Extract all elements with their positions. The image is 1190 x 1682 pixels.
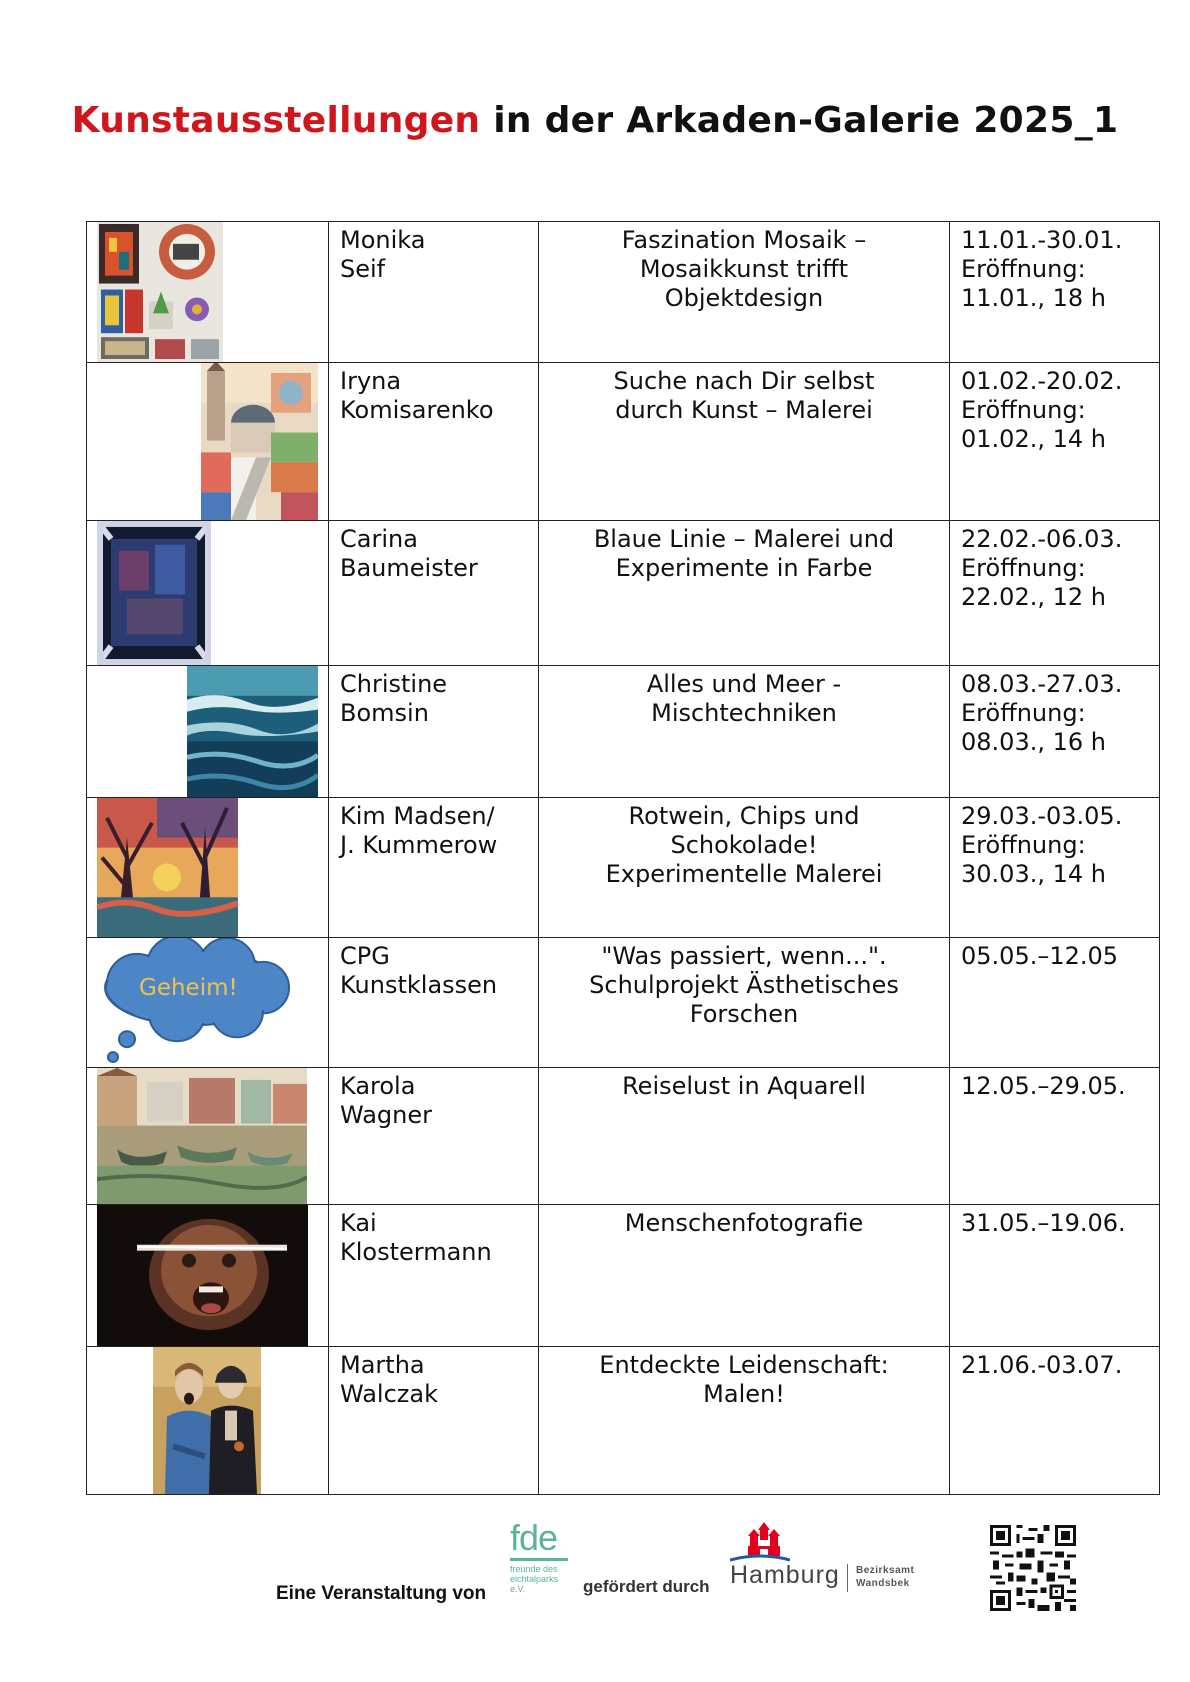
artist-name-line: Kunstklassen <box>340 971 498 999</box>
artwork-thumbnail-cell <box>87 363 329 521</box>
hamburg-logo <box>730 1520 930 1600</box>
title-line: Schulprojekt Ästhetisches <box>589 971 899 999</box>
boats-watercolor-image <box>97 1068 307 1204</box>
title-line: Experimente in Farbe <box>615 554 873 582</box>
cloud-text: Geheim! <box>139 975 238 1001</box>
page-title <box>0 100 1190 141</box>
two-figures-image <box>153 1347 261 1494</box>
fde-subtitle-line: eichtalparks <box>510 1574 559 1584</box>
sea-painting-image <box>187 666 318 797</box>
title-line: Rotwein, Chips und <box>628 802 860 830</box>
table-row <box>87 363 1160 521</box>
artwork-thumbnail-cell <box>87 1205 329 1347</box>
title-line: Blaue Linie – Malerei und <box>593 525 895 553</box>
sponsor-label: gefördert durch <box>583 1577 710 1596</box>
exhibition-title-cell <box>539 363 950 521</box>
title-line: Malen! <box>703 1380 785 1408</box>
date-cell <box>950 521 1160 666</box>
table-row <box>87 1347 1160 1495</box>
artist-cell <box>329 938 539 1068</box>
artist-name-line: Christine <box>340 670 448 698</box>
date-line: 29.03.-03.05. <box>961 802 1123 830</box>
date-line: 11.01., 18 h <box>961 284 1106 312</box>
artwork-thumbnail-cell <box>87 521 329 666</box>
date-line: 08.03., 16 h <box>961 728 1106 756</box>
title-rest: in der Arkaden-Galerie 2025_1 <box>480 100 1119 141</box>
date-line: Eröffnung: <box>961 396 1086 424</box>
date-line: 12.05.–29.05. <box>961 1072 1126 1100</box>
date-line: 31.05.–19.06. <box>961 1209 1126 1237</box>
title-line: "Was passiert, wenn...". <box>601 942 887 970</box>
fde-logo-bar <box>510 1558 568 1561</box>
date-cell <box>950 798 1160 938</box>
table-row <box>87 1068 1160 1205</box>
date-cell <box>950 1347 1160 1495</box>
hamburg-divider <box>847 1564 848 1592</box>
artist-name-line: Iryna <box>340 367 402 395</box>
artist-cell <box>329 666 539 798</box>
artist-cell <box>329 1068 539 1205</box>
artwork-thumbnail-cell <box>87 222 329 363</box>
district-office-line: Wandsbek <box>856 1578 910 1589</box>
exhibition-title-cell <box>539 521 950 666</box>
fde-subtitle-line: e.V. <box>510 1584 526 1594</box>
blue-abstract-image <box>97 521 211 665</box>
title-line: Mischtechniken <box>651 699 837 727</box>
date-cell <box>950 1205 1160 1347</box>
exhibition-title-cell <box>539 938 950 1068</box>
date-line: 22.02.-06.03. <box>961 525 1123 553</box>
title-line: Forschen <box>689 1000 799 1028</box>
hamburg-castle-icon <box>730 1520 790 1562</box>
red-trees-image <box>97 798 238 937</box>
face-photo-image <box>97 1205 308 1346</box>
mosaic-objects-image <box>97 222 223 362</box>
exhibition-title-cell <box>539 798 950 938</box>
date-cell <box>950 938 1160 1068</box>
date-line: 22.02., 12 h <box>961 583 1106 611</box>
artist-name-line: Karola <box>340 1072 416 1100</box>
exhibition-title-cell <box>539 1347 950 1495</box>
table-row <box>87 521 1160 666</box>
date-line: 21.06.-03.07. <box>961 1351 1123 1379</box>
artwork-thumbnail-cell <box>87 938 329 1068</box>
artist-name-line: Kim Madsen/ <box>340 802 495 830</box>
exhibition-title-cell <box>539 666 950 798</box>
title-line: Alles und Meer - <box>646 670 842 698</box>
artist-name-line: Komisarenko <box>340 396 494 424</box>
table-row <box>87 798 1160 938</box>
date-line: 01.02.-20.02. <box>961 367 1123 395</box>
artist-name-line: Bomsin <box>340 699 429 727</box>
artist-name-line: J. Kummerow <box>340 831 498 859</box>
table-row <box>87 1205 1160 1347</box>
artist-cell <box>329 1347 539 1495</box>
artwork-thumbnail-cell <box>87 798 329 938</box>
hamburg-wordmark: Hamburg <box>730 1561 840 1589</box>
artwork-thumbnail-cell <box>87 666 329 798</box>
artist-name-line: Kai <box>340 1209 377 1237</box>
exhibition-title-cell <box>539 1205 950 1347</box>
date-line: Eröffnung: <box>961 554 1086 582</box>
fde-logo <box>510 1517 570 1600</box>
artwork-thumbnail-cell <box>87 1347 329 1495</box>
title-line: Suche nach Dir selbst <box>613 367 875 395</box>
date-line: 08.03.-27.03. <box>961 670 1123 698</box>
title-line: Faszination Mosaik – <box>621 226 867 254</box>
title-line: Reiselust in Aquarell <box>622 1072 866 1100</box>
district-office-line: Bezirksamt <box>856 1565 915 1576</box>
title-accent: Kunstausstellungen <box>71 100 481 141</box>
artist-name-line: Martha <box>340 1351 425 1379</box>
date-line: 30.03., 14 h <box>961 860 1106 888</box>
title-line: Entdeckte Leidenschaft: <box>599 1351 889 1379</box>
thought-cloud-image <box>97 938 293 1067</box>
artist-name-line: Monika <box>340 226 426 254</box>
artist-name-line: Seif <box>340 255 386 283</box>
artist-name-line: Klostermann <box>340 1238 492 1266</box>
date-cell <box>950 666 1160 798</box>
district-office-label <box>856 1564 914 1590</box>
organizer-label: Eine Veranstaltung von <box>276 1583 487 1604</box>
title-line: Mosaikkunst trifft <box>639 255 849 283</box>
date-cell <box>950 1068 1160 1205</box>
date-line: 11.01.-30.01. <box>961 226 1123 254</box>
date-line: 01.02., 14 h <box>961 425 1106 453</box>
date-line: Eröffnung: <box>961 699 1086 727</box>
date-line: Eröffnung: <box>961 831 1086 859</box>
table-row <box>87 222 1160 363</box>
exhibition-table <box>86 221 1160 1495</box>
artist-name-line: Walczak <box>340 1380 438 1408</box>
table-row <box>87 666 1160 798</box>
artist-cell <box>329 363 539 521</box>
exhibition-title-cell <box>539 222 950 363</box>
artist-cell <box>329 1205 539 1347</box>
artist-cell <box>329 521 539 666</box>
title-line: Menschenfotografie <box>624 1209 864 1237</box>
title-line: Schokolade! <box>670 831 818 859</box>
city-painting-image <box>201 363 318 520</box>
artist-name-line: CPG <box>340 942 390 970</box>
date-cell <box>950 363 1160 521</box>
fde-subtitle-line: freunde des <box>510 1564 558 1574</box>
artist-name-line: Carina <box>340 525 418 553</box>
title-line: Experimentelle Malerei <box>605 860 883 888</box>
exhibition-title-cell <box>539 1068 950 1205</box>
date-line: 05.05.–12.05 <box>961 942 1119 970</box>
qr-code-icon <box>990 1525 1076 1611</box>
fde-logo-text: fde <box>510 1517 558 1558</box>
artwork-thumbnail-cell <box>87 1068 329 1205</box>
artist-name-line: Wagner <box>340 1101 432 1129</box>
date-line: Eröffnung: <box>961 255 1086 283</box>
artist-name-line: Baumeister <box>340 554 478 582</box>
title-line: durch Kunst – Malerei <box>615 396 873 424</box>
date-cell <box>950 222 1160 363</box>
title-line: Objektdesign <box>664 284 824 312</box>
table-row <box>87 938 1160 1068</box>
artist-cell <box>329 222 539 363</box>
artist-cell <box>329 798 539 938</box>
